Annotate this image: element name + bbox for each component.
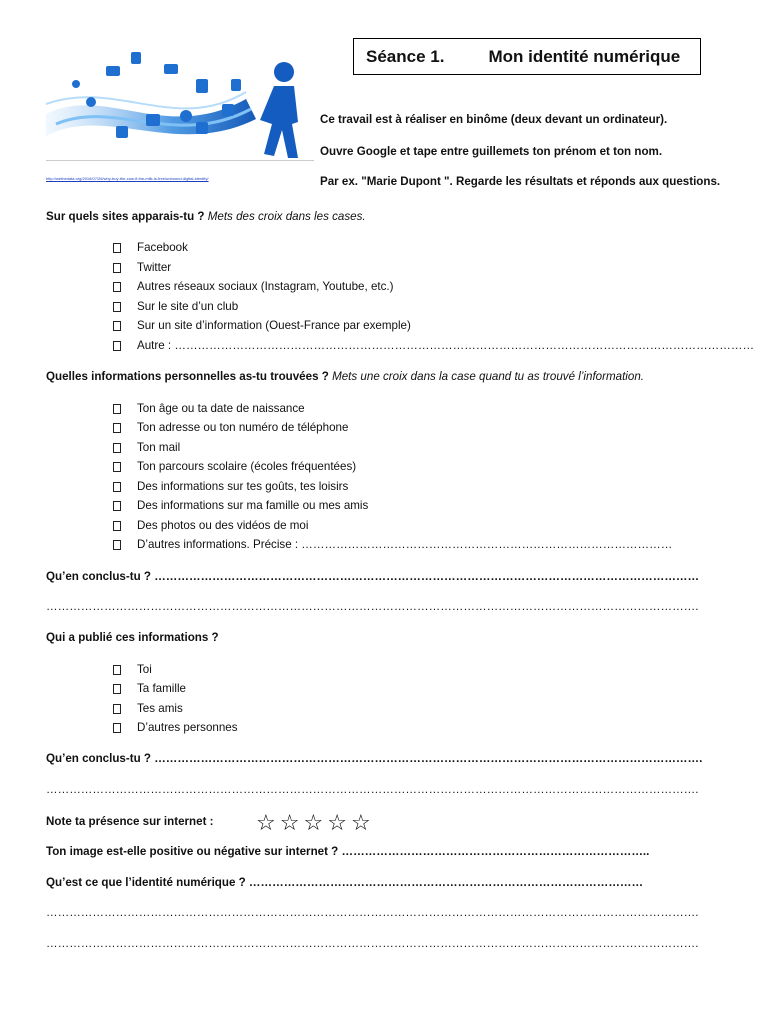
option-label: Ton âge ou ta date de naissance bbox=[137, 402, 305, 415]
checkbox[interactable] bbox=[113, 665, 121, 675]
checkbox[interactable] bbox=[113, 482, 121, 492]
checkbox-option[interactable] bbox=[113, 421, 348, 434]
checkbox[interactable] bbox=[113, 540, 121, 550]
checkbox[interactable] bbox=[113, 723, 121, 733]
answer-line[interactable]: ……………………………………………………………………………………………………………………………………………………. bbox=[46, 937, 699, 950]
option-label: Ton mail bbox=[137, 441, 181, 454]
option-label: Autre : …………………………………………………………………………………………………………………………………… bbox=[137, 339, 755, 352]
option-label: Toi bbox=[137, 663, 152, 676]
checkbox-option[interactable] bbox=[113, 663, 152, 676]
checkbox-option[interactable] bbox=[113, 300, 238, 313]
option-label: Ta famille bbox=[137, 682, 186, 695]
intro-line-3: Par ex. "Marie Dupont ". Regarde les résultats et réponds aux questions. bbox=[320, 175, 721, 188]
star-rating[interactable] bbox=[256, 811, 371, 837]
checkbox-option[interactable] bbox=[113, 402, 305, 415]
option-label: Ton adresse ou ton numéro de téléphone bbox=[137, 421, 349, 434]
checkbox[interactable] bbox=[113, 462, 121, 472]
checkbox-option[interactable] bbox=[113, 519, 308, 532]
answer-line[interactable]: ……………………………………………………………………………………………………………………………………………………. bbox=[46, 783, 699, 796]
question-infos-label: Quelles informations personnelles as-tu trouvées ? bbox=[46, 370, 329, 383]
option-label: Tes amis bbox=[137, 702, 183, 715]
source-link[interactable]: http://wethedata.org/2016/07/26/why-buy-the-cow-if-the-milk-is-free/unbound-digital-identity/ bbox=[46, 176, 209, 181]
checkbox-option[interactable] bbox=[113, 460, 356, 473]
session-number: Séance 1. bbox=[366, 46, 445, 66]
digital-identity-illustration bbox=[46, 44, 314, 162]
rating-label: Note ta présence sur internet : bbox=[46, 815, 214, 828]
checkbox[interactable] bbox=[113, 321, 121, 331]
answer-line[interactable]: ……………………………………………………………………………………………………………………………………………………. bbox=[46, 906, 699, 919]
checkbox[interactable] bbox=[113, 704, 121, 714]
option-label: Des photos ou des vidéos de moi bbox=[137, 519, 309, 532]
question-publisher bbox=[46, 631, 219, 644]
star-icon[interactable]: ☆ bbox=[327, 811, 347, 836]
option-label: Autres réseaux sociaux (Instagram, Youtube, etc.) bbox=[137, 280, 394, 293]
intro-line-1: Ce travail est à réaliser en binôme (deux devant un ordinateur). bbox=[320, 113, 668, 126]
option-label: Sur un site d’information (Ouest-France par exemple) bbox=[137, 319, 411, 332]
checkbox[interactable] bbox=[113, 404, 121, 414]
checkbox-option[interactable] bbox=[113, 280, 394, 293]
identity-question[interactable]: Qu’est ce que l’identité numérique ? ………………………………………………………………………………………… bbox=[46, 876, 644, 889]
conclusion-question-2[interactable]: Qu’en conclus-tu ? ……………………………………………………………………………………………………………………………. bbox=[46, 752, 703, 765]
checkbox-option[interactable] bbox=[113, 538, 672, 551]
intro-line-2: Ouvre Google et tape entre guillemets ton prénom et ton nom. bbox=[320, 145, 663, 158]
option-label: D’autres informations. Précise : …………………………………………………………………………………… bbox=[137, 538, 673, 551]
checkbox[interactable] bbox=[113, 341, 121, 351]
checkbox[interactable] bbox=[113, 302, 121, 312]
checkbox[interactable] bbox=[113, 263, 121, 273]
checkbox[interactable] bbox=[113, 443, 121, 453]
option-label: D’autres personnes bbox=[137, 721, 238, 734]
checkbox-option[interactable] bbox=[113, 441, 180, 454]
checkbox[interactable] bbox=[113, 282, 121, 292]
option-label: Des informations sur tes goûts, tes loisirs bbox=[137, 480, 349, 493]
star-icon[interactable]: ☆ bbox=[303, 811, 324, 836]
checkbox-option[interactable] bbox=[113, 499, 368, 512]
checkbox-option[interactable] bbox=[113, 682, 186, 695]
checkbox-option[interactable] bbox=[113, 261, 171, 274]
conclusion-question-1[interactable]: Qu’en conclus-tu ? …………………………………………………………………………………………………………………………… bbox=[46, 570, 700, 583]
star-icon[interactable]: ☆ bbox=[350, 811, 371, 836]
checkbox[interactable] bbox=[113, 521, 121, 531]
illustration-divider bbox=[46, 160, 314, 161]
option-label: Sur le site d’un club bbox=[137, 300, 239, 313]
checkbox-option[interactable] bbox=[113, 319, 411, 332]
checkbox[interactable] bbox=[113, 423, 121, 433]
star-icon[interactable]: ☆ bbox=[279, 811, 300, 836]
page-title-text: Mon identité numérique bbox=[488, 46, 681, 66]
option-label: Des informations sur ma famille ou mes amis bbox=[137, 499, 369, 512]
checkbox[interactable] bbox=[113, 684, 121, 694]
checkbox-option[interactable] bbox=[113, 241, 188, 254]
question-sites bbox=[46, 210, 366, 223]
checkbox[interactable] bbox=[113, 501, 121, 511]
star-icon[interactable]: ☆ bbox=[256, 811, 276, 836]
option-label: Ton parcours scolaire (écoles fréquentées) bbox=[137, 460, 357, 473]
checkbox[interactable] bbox=[113, 243, 121, 253]
checkbox-option[interactable] bbox=[113, 480, 348, 493]
option-label: Twitter bbox=[137, 261, 172, 274]
question-sites-label: Sur quels sites apparais-tu ? bbox=[46, 210, 205, 223]
checkbox-option[interactable] bbox=[113, 702, 183, 715]
question-sites-instruction: Mets des croix dans les cases. bbox=[207, 210, 366, 223]
option-label: Facebook bbox=[137, 241, 188, 254]
question-infos-instruction: Mets une croix dans la case quand tu as trouvé l’information. bbox=[332, 370, 644, 383]
question-infos bbox=[46, 370, 644, 383]
answer-line[interactable]: ……………………………………………………………………………………………………………………………………………………. bbox=[46, 600, 699, 613]
checkbox-option[interactable] bbox=[113, 339, 754, 352]
checkbox-option[interactable] bbox=[113, 721, 238, 734]
image-question[interactable]: Ton image est-elle positive ou négative sur internet ? …………………………………………………………………….. bbox=[46, 845, 650, 858]
page-title bbox=[353, 38, 701, 75]
question-publisher-label: Qui a publié ces informations ? bbox=[46, 631, 219, 644]
